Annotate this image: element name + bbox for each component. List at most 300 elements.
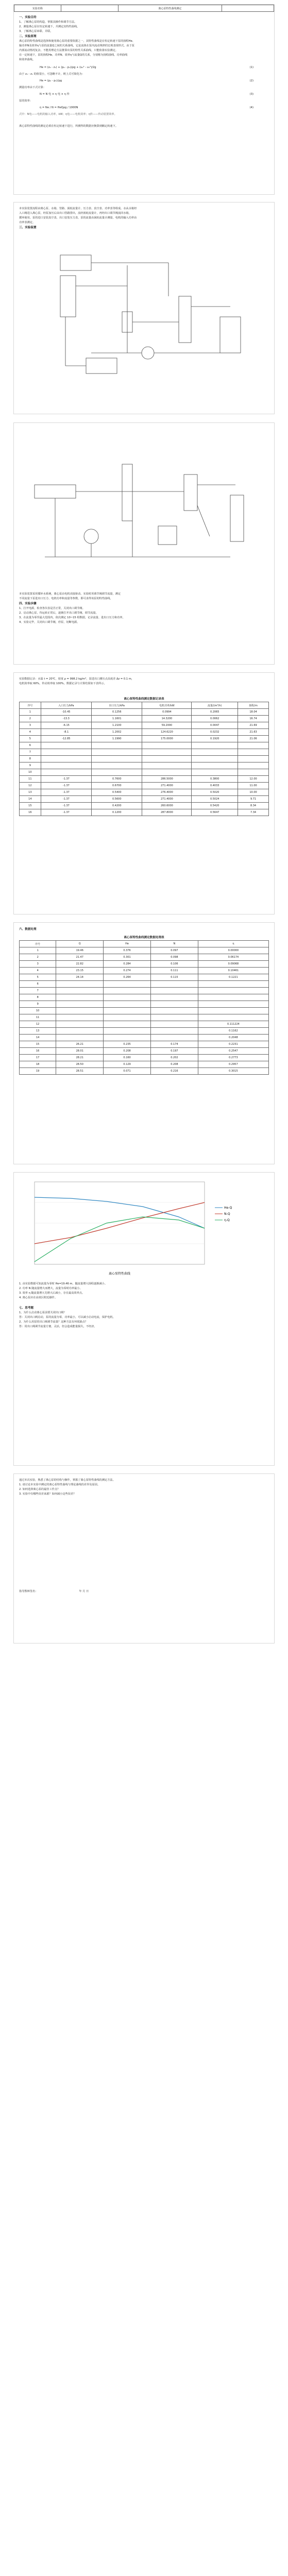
characteristic-curve-chart <box>19 1177 266 1280</box>
table-row <box>20 1001 269 1008</box>
table-cell: 21.63 <box>238 729 269 736</box>
table-cell: 13 <box>20 789 41 796</box>
table-cell: 0.5600 <box>92 796 142 803</box>
table-cell <box>151 1014 198 1021</box>
table-cell <box>92 762 142 769</box>
table-cell: 271.4000 <box>142 796 192 803</box>
table-cell <box>104 1028 151 1035</box>
table-cell: 124.6220 <box>142 729 192 736</box>
table-cell: 18.04 <box>238 709 269 716</box>
table-cell <box>151 1001 198 1008</box>
section-title: 六、数据处理 <box>19 928 37 931</box>
principle-line: 在一定转速下，泵的扬程He、功率N、效率η与流量Q的关系，分别称为扬程曲线、功率曲线 <box>19 54 128 57</box>
table-cell <box>192 756 238 762</box>
table-cell: 18 <box>20 1061 56 1068</box>
formula-number: (1) <box>249 66 253 69</box>
legend-label: He-Q <box>224 1206 232 1210</box>
table-cell: 0.1200 <box>92 809 142 816</box>
raw-data-table <box>19 702 269 816</box>
table-cell: -8.1 <box>41 729 91 736</box>
table-cell: 0.4033 <box>192 783 238 789</box>
table-cell <box>104 994 151 1001</box>
table-cell: 0.10461 <box>198 968 268 974</box>
table-cell: -1.37 <box>41 776 91 783</box>
table-cell: 3 <box>20 722 41 729</box>
table-cell: 0.5024 <box>192 796 238 803</box>
table-row <box>20 729 269 736</box>
table-cell: 0.208 <box>151 1061 198 1068</box>
report-page-4 <box>13 672 275 914</box>
formula: N = N 电 × η 电 × η 传 <box>40 93 70 96</box>
table-cell <box>238 769 269 776</box>
table-cell <box>41 749 91 756</box>
report-page-3 <box>13 422 275 665</box>
table-row <box>20 709 269 716</box>
principle-line: 内部流动情况复杂，不能用理论方法推算出泵的特性关系曲线，只能依靠实验测定。 <box>19 49 118 52</box>
table-row <box>20 742 269 749</box>
analysis-line: 4. 离心泵应在高效区附近操作。 <box>19 1296 58 1299</box>
table-cell: 0.274 <box>104 968 151 974</box>
table-row <box>20 716 269 722</box>
section-title: 三、实验装置 <box>19 226 37 229</box>
table-cell: 0.0047 <box>192 722 238 729</box>
column-header: 扬程/m <box>238 702 269 709</box>
processed-data-table <box>19 940 269 1075</box>
table-row <box>20 769 269 776</box>
table-cell: 24.14 <box>56 974 104 981</box>
table-cell: 0.160 <box>104 1055 151 1061</box>
table-cell: 0.2957 <box>198 1061 268 1068</box>
table-cell: 11 <box>20 776 41 783</box>
table-title: 离心泵特性曲线测定数据处理表 <box>124 936 164 939</box>
table-cell: 0.2547 <box>198 1048 268 1055</box>
table-cell: 0.2231 <box>198 1041 268 1048</box>
table-cell: 9 <box>20 1001 56 1008</box>
step-line: 2、启动离心泵，待运转正常后，逐渐打开出口调节阀，调节流量。 <box>19 612 98 615</box>
table-cell <box>56 1014 104 1021</box>
discussion-line: 答：用出口阀调节流量方便、灵活，但会造成能量损失，不经济。 <box>19 1325 97 1328</box>
report-page-7 <box>13 1473 275 1643</box>
section-title: 七、思考题 <box>19 1307 33 1310</box>
table-cell <box>56 1008 104 1014</box>
apparatus-diagram-2 <box>14 433 274 588</box>
table-row <box>20 762 269 769</box>
discussion-line: 2、为什么用泵的出口阀调节流量？这种方法有何优缺点？ <box>19 1320 88 1324</box>
principle-line: 离心泵的特性曲线是选择和使用离心泵的重要依据之一，其特性曲线是在恒定转速下泵的扬程He、 <box>19 40 135 43</box>
table-cell: 0.197 <box>151 1048 198 1055</box>
table-cell <box>142 769 192 776</box>
table-cell: 7.34 <box>238 809 269 816</box>
table-row <box>20 981 269 988</box>
table-cell <box>198 988 268 994</box>
table-cell: 0.174 <box>151 1041 198 1048</box>
table-cell: 0.5020 <box>192 789 238 796</box>
header-cell: 离心泵特性曲线测定 <box>118 5 222 12</box>
table-cell: 12 <box>20 783 41 789</box>
table-row <box>20 736 269 742</box>
table-cell: 17 <box>20 1055 56 1061</box>
table-cell: 1.1601 <box>92 716 142 722</box>
table-cell <box>198 1008 268 1014</box>
body-line: 2. 如何选择离心泵的最佳工作点？ <box>19 1488 60 1491</box>
table-cell: 8.34 <box>238 803 269 809</box>
table-cell: 21.69 <box>238 722 269 729</box>
table-cell: 21.06 <box>238 736 269 742</box>
table-cell: 6 <box>20 981 56 988</box>
table-row <box>20 1048 269 1055</box>
table-cell: 26.21 <box>56 1041 104 1048</box>
table-row <box>20 947 269 954</box>
table-cell: 0.111224 <box>198 1021 268 1028</box>
table-cell <box>238 742 269 749</box>
table-cell: 0.129 <box>104 1061 151 1068</box>
formula-note: 式中：N电——电机的输入功率，kW；η电——电机效率；η传——传动装置效率。 <box>19 113 117 116</box>
section-title: 一、实验目的 <box>19 16 37 19</box>
table-cell: 16 <box>20 809 41 816</box>
table-cell <box>192 769 238 776</box>
table-row <box>20 1014 269 1021</box>
table-cell <box>41 742 91 749</box>
body-line: 本实验装置采用循环水系统，离心泵由电机直接驱动。实验时用调节阀调节流量，测定 <box>19 592 121 596</box>
table-cell: 0.5400 <box>92 789 142 796</box>
table-row <box>20 776 269 783</box>
table-cell <box>192 749 238 756</box>
table-cell: 12.00 <box>238 776 269 783</box>
table-row <box>20 1061 269 1068</box>
date-label: 年 月 日 <box>79 1590 89 1593</box>
column-header: 入口压力/kPa <box>41 702 91 709</box>
table-cell: 15 <box>20 1041 56 1048</box>
table-row <box>20 789 269 796</box>
formula-number: (4) <box>249 106 253 109</box>
table-cell: 0.115 <box>151 974 198 981</box>
table-cell: 0.5420 <box>192 803 238 809</box>
analysis-line: 1. 由实验数据可知流量为零时 He=19.46 m，随流量增大扬程逐渐减小。 <box>19 1282 107 1285</box>
table-cell <box>198 994 268 1001</box>
legend-label: η-Q <box>224 1218 230 1222</box>
table-cell <box>56 994 104 1001</box>
table-cell: 5 <box>20 736 41 742</box>
column-header: 电机功率/kW <box>142 702 192 709</box>
table-cell: 3 <box>20 961 56 968</box>
section-title: 四、实验步骤 <box>19 602 37 605</box>
table-cell <box>41 756 91 762</box>
table-cell: 9 <box>20 762 41 769</box>
table-cell <box>104 1001 151 1008</box>
table-cell: 1.2002 <box>92 729 142 736</box>
table-cell: -1.37 <box>41 789 91 796</box>
table-cell <box>151 1021 198 1028</box>
table-cell: 19.46 <box>56 947 104 954</box>
table-cell <box>151 988 198 994</box>
table-cell <box>92 769 142 776</box>
table-cell <box>151 1035 198 1041</box>
column-header: 序号 <box>20 941 56 947</box>
report-page-6 <box>13 1172 275 1466</box>
table-cell <box>56 1035 104 1041</box>
formula: He = (p₂ - p₁)/ρg <box>40 79 62 82</box>
table-cell <box>92 749 142 756</box>
table-cell <box>104 1021 151 1028</box>
table-cell: 16 <box>20 1048 56 1055</box>
table-cell <box>56 981 104 988</box>
table-row <box>20 756 269 762</box>
table-cell: 23.15 <box>56 968 104 974</box>
table-cell: 14 <box>20 796 41 803</box>
body-line: 通过本次实验，熟悉了离心泵的结构与操作，掌握了离心泵特性曲线的测定方法。 <box>19 1479 115 1482</box>
table-cell: 0.2065 <box>192 709 238 716</box>
table-cell: -12.85 <box>41 736 91 742</box>
body-line: 入口阀进入离心泵，经泵加压后由出口管路排出，流经涡轮流量计，再经出口调节阀流回水箱， <box>19 212 131 215</box>
table-cell: 28.51 <box>56 1068 104 1075</box>
table-cell: 271.4000 <box>142 783 192 789</box>
table-row <box>20 1028 269 1035</box>
table-row <box>20 974 269 981</box>
legend-label: N-Q <box>224 1212 230 1216</box>
body-line: 3. 实验中有哪些误差来源？如何减小这些误差？ <box>19 1493 76 1496</box>
table-cell: 0.2048 <box>198 1035 268 1041</box>
header-cell <box>222 5 274 12</box>
table-cell: 19 <box>20 1068 56 1075</box>
table-cell: 8 <box>20 756 41 762</box>
table-cell: 0.3800 <box>192 776 238 783</box>
table-cell <box>142 749 192 756</box>
table-cell: 11.00 <box>238 783 269 789</box>
table-cell: 0.284 <box>104 961 151 968</box>
table-cell: 14 <box>20 1035 56 1041</box>
column-header: Q <box>56 941 104 947</box>
column-header: η <box>198 941 268 947</box>
table-cell: 9.71 <box>238 796 269 803</box>
table-cell <box>56 1028 104 1035</box>
table-row <box>20 796 269 803</box>
table-row <box>20 1068 269 1075</box>
table-cell: 0.4200 <box>92 803 142 809</box>
formula-intro: 由于 z₂ - z₁ 的值很小，可忽略不计，则上式可简化为： <box>19 73 85 76</box>
table-cell: 1.2100 <box>92 722 142 729</box>
table-cell: 10 <box>20 1008 56 1014</box>
table-cell: 260.6000 <box>142 803 192 809</box>
column-header: 序号 <box>20 702 41 709</box>
table-cell: -1.37 <box>41 796 91 803</box>
table-cell: 0.0062 <box>192 716 238 722</box>
table-cell <box>104 1014 151 1021</box>
report-page-2 <box>13 202 275 414</box>
table-cell <box>238 756 269 762</box>
formula: He = (z₂ - z₁) + (p₂ - p₁)/ρg + (u₂² - u₁²)/2g <box>40 66 96 69</box>
table-cell: 7 <box>20 749 41 756</box>
table-cell: 22.82 <box>56 961 104 968</box>
table-cell: 1 <box>20 709 41 716</box>
table-cell <box>198 1001 268 1008</box>
table-cell: 4 <box>20 968 56 974</box>
table-cell <box>151 994 198 1001</box>
header-cell: 实验名称 <box>14 5 61 12</box>
table-cell: 13 <box>20 1028 56 1035</box>
table-cell <box>56 1001 104 1008</box>
analysis-line: 2. 功率 N 随流量增大而增大，流量为零时功率最小。 <box>19 1287 82 1290</box>
table-cell: 2 <box>20 716 41 722</box>
table-cell: -13.3 <box>41 716 91 722</box>
discussion-line: 答：关闭出口阀启动，泵的流量为零，功率最小，可以减小启动电流，保护电机。 <box>19 1316 115 1319</box>
table-cell <box>56 1021 104 1028</box>
table-cell <box>104 988 151 994</box>
objective-line: 1、了解离心泵的构造，掌握其操作和调节方法。 <box>19 21 77 24</box>
table-cell: 0.3015 <box>198 1068 268 1075</box>
table-cell: 10 <box>20 769 41 776</box>
table-row <box>20 968 269 974</box>
table-cell: 0.06174 <box>198 954 268 961</box>
step-line: 1、打开电源，检查各仪表是否正常，关闭出口调节阀。 <box>19 607 85 610</box>
table-cell: 5 <box>20 974 56 981</box>
table-cell: -10.45 <box>41 709 91 716</box>
table-row <box>20 1041 269 1048</box>
table-cell: -1.37 <box>41 783 91 789</box>
table-cell: 59.2000 <box>142 722 192 729</box>
table-row <box>20 954 269 961</box>
table-cell <box>41 762 91 769</box>
table-cell: 0.1256 <box>92 709 142 716</box>
objective-line: 2、测量离心泵在恒定转速下，并测定其特性曲线。 <box>19 25 80 28</box>
section-title: 二、实验原理 <box>19 35 37 38</box>
formula-number: (2) <box>249 79 253 82</box>
body-line: 1. 请讨论本实验中测定的离心泵特性曲线与理论曲线的差异及原因。 <box>19 1483 100 1486</box>
table-cell: -6.15 <box>41 722 91 729</box>
table-cell: 276.4000 <box>142 789 192 796</box>
apparatus-diagram-1 <box>14 234 274 389</box>
table-cell <box>104 1035 151 1041</box>
table-cell: 286.5000 <box>142 776 192 783</box>
table-cell: 0.1920 <box>192 736 238 742</box>
column-header: 流量/(m³/h) <box>192 702 238 709</box>
table-cell <box>92 742 142 749</box>
table-cell: 0.216 <box>151 1068 198 1075</box>
table-cell: 28.01 <box>56 1048 104 1055</box>
analysis-line: 3. 效率 η 随流量增大先增大后减小，存在最高效率点。 <box>19 1292 85 1295</box>
table-cell: 287.8000 <box>142 809 192 816</box>
table-row <box>20 1021 269 1028</box>
body-line: 循环使用。泵的进口安装真空表，出口安装压力表，泵的流量由涡轮流量计测量。电机的输入功率由 <box>19 216 137 219</box>
table-cell: 0.0994 <box>142 709 192 716</box>
header-table <box>14 5 274 12</box>
table-cell <box>238 749 269 756</box>
column-header: N <box>151 941 198 947</box>
table-cell: 15 <box>20 803 41 809</box>
table-cell: 175.0000 <box>142 736 192 742</box>
table-cell <box>92 756 142 762</box>
table-cell: 0.0232 <box>192 729 238 736</box>
table-row <box>20 803 269 809</box>
body-line: 电机效率取 60%，传动效率取 100%。数据记录与计算结果如下表所示。 <box>19 682 107 685</box>
table-cell: 0.098 <box>151 954 198 961</box>
discussion-line: 1、为什么启动离心泵前要关闭出口阀？ <box>19 1311 66 1314</box>
table-cell <box>198 981 268 988</box>
table-cell: 0.1162 <box>198 1028 268 1035</box>
step-line: 3、在流量为零至最大范围内，依次测定 10~15 组数据，记录流量、进出口压力和功率。 <box>19 616 125 619</box>
body-line: 不同流量下泵进出口压力、电机功率和流量等参数，即可求得该泵的特性曲线。 <box>19 597 113 600</box>
table-cell <box>151 1008 198 1014</box>
table-cell: 14.3200 <box>142 716 192 722</box>
table-cell <box>142 742 192 749</box>
report-page-5 <box>13 922 275 1164</box>
table-cell: 28.50 <box>56 1061 104 1068</box>
table-cell <box>192 762 238 769</box>
table-cell: 0.202 <box>151 1055 198 1061</box>
table-cell: 4 <box>20 729 41 736</box>
report-page-1 <box>13 4 275 195</box>
table-cell <box>198 1014 268 1021</box>
body-line: 功率表测定。 <box>19 221 36 224</box>
table-cell: 8 <box>20 994 56 1001</box>
table-cell <box>142 756 192 762</box>
table-row <box>20 988 269 994</box>
table-cell <box>192 742 238 749</box>
table-cell: 0.106 <box>151 961 198 968</box>
he-curve <box>35 1197 205 1228</box>
table-row <box>20 749 269 756</box>
table-cell: 0.071 <box>104 1068 151 1075</box>
table-cell: 0.111 <box>151 968 198 974</box>
table-cell: 0.6700 <box>92 783 142 789</box>
table-cell: 10.00 <box>238 789 269 796</box>
table-cell: -1.37 <box>41 803 91 809</box>
table-cell: 7 <box>20 988 56 994</box>
table-title: 离心泵特性曲线测定数据记录表 <box>124 698 164 701</box>
table-cell <box>41 769 91 776</box>
table-cell: 11 <box>20 1014 56 1021</box>
formula-intro: 泵的效率： <box>19 99 32 103</box>
table-cell: 1 <box>20 947 56 954</box>
header-cell <box>61 5 118 12</box>
table-cell: 0.7600 <box>92 776 142 783</box>
table-cell <box>104 1008 151 1014</box>
table-cell <box>56 988 104 994</box>
formula: η = Ne / N = HeQρg / 1000N <box>40 106 78 109</box>
table-cell: -1.37 <box>41 809 91 816</box>
table-cell <box>151 981 198 988</box>
table-row <box>20 994 269 1001</box>
table-cell: 1.1990 <box>92 736 142 742</box>
table-cell: 0.235 <box>104 1041 151 1048</box>
table-cell: 0.376 <box>104 947 151 954</box>
table-cell <box>104 981 151 988</box>
table-row <box>20 783 269 789</box>
table-cell <box>151 1028 198 1035</box>
column-header: 出口压力/kPa <box>92 702 142 709</box>
column-header: He <box>104 941 151 947</box>
table-cell: 0.5647 <box>192 809 238 816</box>
table-cell: 0.09068 <box>198 961 268 968</box>
table-cell: 0.097 <box>151 947 198 954</box>
table-cell: 0.1221 <box>198 974 268 981</box>
table-cell: 0.00000 <box>198 947 268 954</box>
principle-line: 和效率曲线。 <box>19 58 36 61</box>
table-cell: 12 <box>20 1021 56 1028</box>
table-cell <box>142 762 192 769</box>
table-row <box>20 722 269 729</box>
table-row <box>20 1035 269 1041</box>
table-cell: 6 <box>20 742 41 749</box>
formula-number: (3) <box>249 93 253 96</box>
principle-line: 轴功率N及效率η与泵的流量Q之间的关系曲线，它是流体在泵内流动规律的宏观表现形式。由于泵 <box>19 44 134 47</box>
footnote: 离心泵特性曲线的测定必须在恒定转速下进行，所测得的数据应换算到额定转速下。 <box>19 125 118 128</box>
table-row <box>20 961 269 968</box>
table-row <box>20 1055 269 1061</box>
body-line: 本实验装置流程由离心泵、水箱、管路、涡轮流量计、压力表、真空表、功率表等组成。水从水箱经 <box>19 207 137 210</box>
table-cell: 28.21 <box>56 1055 104 1061</box>
table-cell: 0.208 <box>104 1048 151 1055</box>
table-cell: 0.264 <box>104 974 151 981</box>
